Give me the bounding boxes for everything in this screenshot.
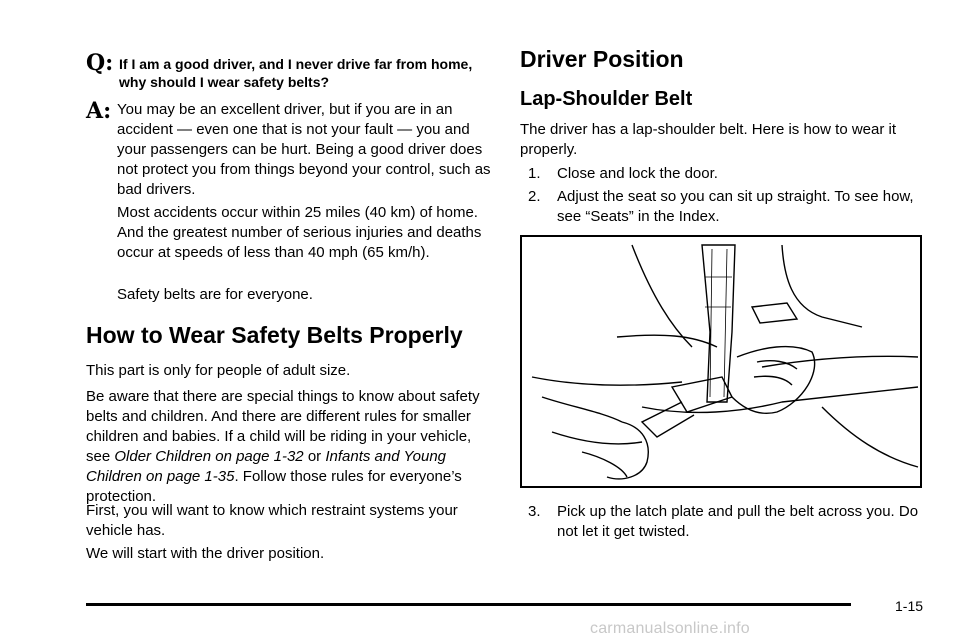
driver-position-heading: Driver Position: [520, 46, 684, 72]
driver-intro: The driver has a lap-shoulder belt. Here is how to wear it properly.: [520, 121, 897, 158]
answer-paragraph-2: Most accidents occur within 25 miles (40 km) of home. And the greatest number of serious injuries and deaths occur at speeds of less than 40 mph (65 km/h).: [117, 204, 482, 261]
step-number: 3.: [528, 503, 541, 520]
answer-mark-label: A:: [86, 98, 112, 124]
answer-text: You may be an excellent driver, but if you are in an accident — even one that is not your fault — you and your passengers can be hurt. Being a good driver does not protect you from things beyond your control, such as bad drivers.: [117, 101, 491, 198]
belt-buckle-strap: [752, 303, 797, 323]
step-text: Pick up the latch plate and pull the belt across you. Do not let it get twisted.: [557, 503, 919, 540]
older-children-link[interactable]: Older Children on page 1-32: [114, 448, 304, 465]
step-number: 2.: [528, 188, 541, 205]
step-number: 1.: [528, 165, 541, 182]
answer-paragraph-3: Safety belts are for everyone.: [117, 286, 313, 303]
footer-rule: [86, 603, 851, 606]
right-hand: [732, 347, 815, 414]
shoulder-belt-strap: [702, 245, 735, 402]
page-number: 1-15: [895, 598, 924, 614]
section-paragraph-3: First, you will want to know which restraint systems your vehicle has.: [86, 502, 458, 539]
question-mark-label: Q:: [86, 50, 114, 76]
paragraph-2-text-b: or: [303, 448, 326, 465]
watermark: carmanualsonline.info: [590, 620, 750, 637]
section-heading: How to Wear Safety Belts Properly: [86, 322, 463, 348]
section-paragraph-2: [86, 387, 494, 507]
seatbelt-illustration: [520, 235, 922, 488]
step-text: Close and lock the door.: [557, 165, 718, 182]
left-hand: [607, 422, 648, 479]
infants-young-children-link[interactable]: Infants and Young Children on page 1-35: [86, 448, 447, 485]
section-paragraph-1: This part is only for people of adult size.: [86, 362, 351, 379]
step-text: Adjust the seat so you can sit up straight. To see how, see “Seats” in the Index.: [557, 188, 914, 225]
section-paragraph-4: We will start with the driver position.: [86, 545, 325, 562]
paragraph-2-text-c: . Follow those rules for everyone’s protection.: [86, 468, 462, 505]
lap-shoulder-belt-heading: Lap-Shoulder Belt: [520, 88, 693, 110]
question-text: If I am a good driver, and I never drive far from home, why should I wear safety belts?: [119, 56, 473, 90]
paragraph-2-text-a: Be aware that there are special things to know about safety belts and children. And there are different rules for smaller children and babies. If a child will be riding in your vehicle, see: [86, 388, 480, 465]
seatbelt-drawing: [522, 237, 920, 486]
